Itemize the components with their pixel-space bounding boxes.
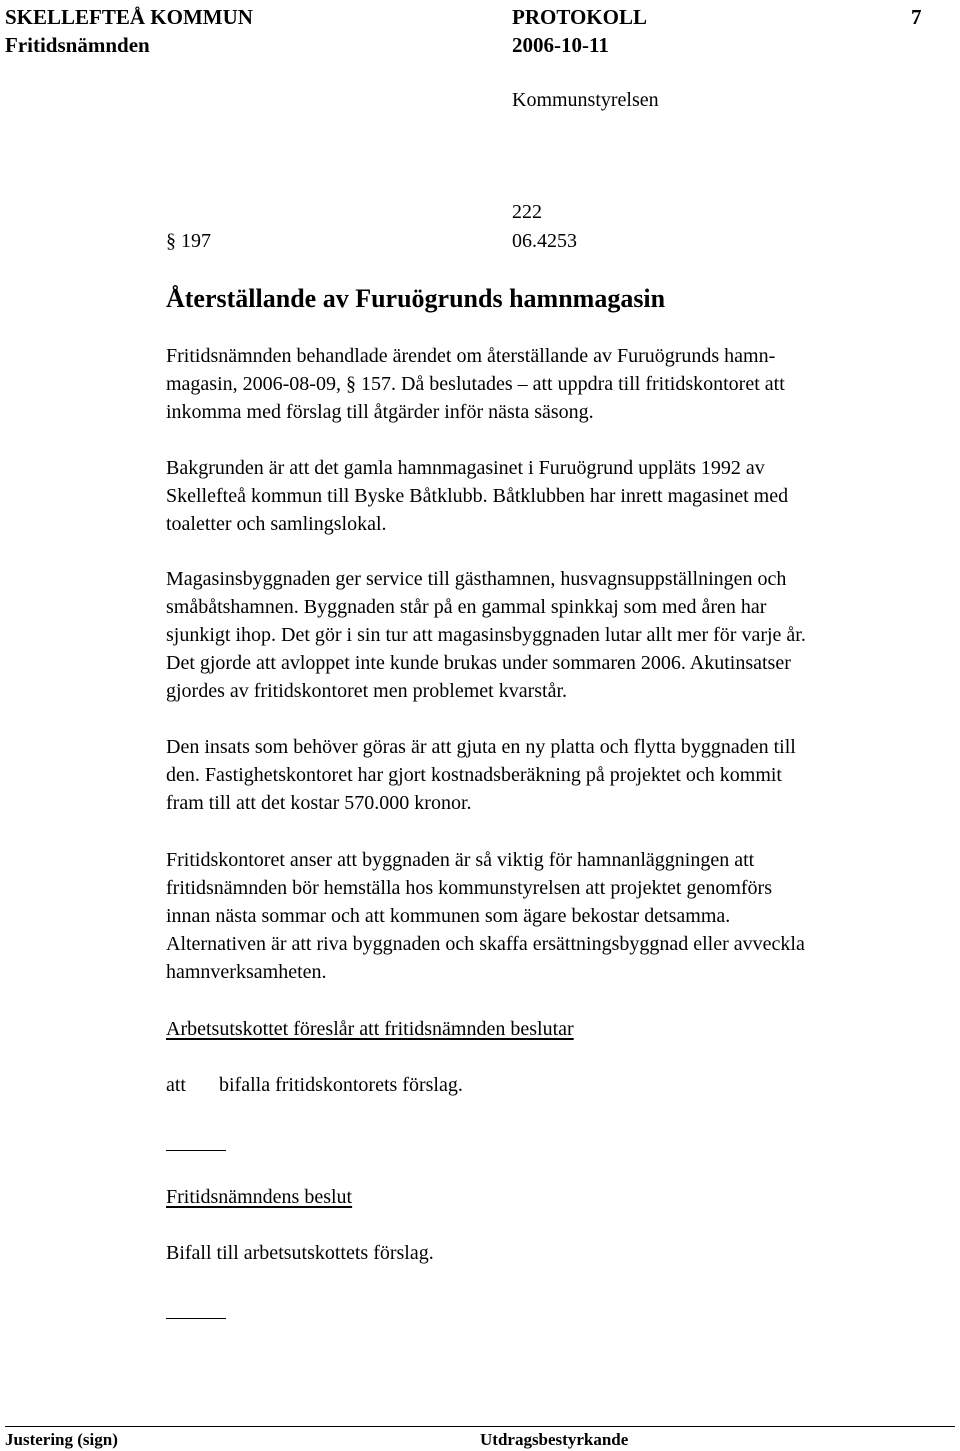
decision-heading: Fritidsnämndens beslut bbox=[166, 1186, 353, 1208]
footer-utdrag: Utdragsbestyrkande bbox=[480, 1430, 629, 1449]
proposal-text: bifalla fritidskontorets förslag. bbox=[219, 1074, 463, 1096]
paragraph-line: den. Fastighetskontoret har gjort kostnadsberäkning på projektet och kommit bbox=[166, 764, 782, 786]
org-name: SKELLEFTEÅ KOMMUN bbox=[5, 5, 253, 29]
section-number: § 197 bbox=[166, 230, 211, 252]
paragraph-line: fram till att det kostar 570.000 kronor. bbox=[166, 792, 472, 814]
paragraph-line: Fritidskontoret anser att byggnaden är så viktig för hamnanläggningen att bbox=[166, 849, 755, 871]
paragraph-4 bbox=[166, 733, 941, 817]
paragraph-line: Skellefteå kommun till Byske Båtklubb. Båtklubben har inrett magasinet med bbox=[166, 485, 789, 507]
proposal-att: att bbox=[166, 1074, 186, 1096]
meeting-date: 2006-10-11 bbox=[512, 33, 609, 57]
paragraph-3 bbox=[166, 565, 941, 705]
paragraph-line: Magasinsbyggnaden ger service till gästhamnen, husvagnsuppställningen och bbox=[166, 568, 787, 590]
page-title: Återställande av Furuögrunds hamnmagasin bbox=[166, 284, 666, 313]
diary-number: 222 bbox=[512, 201, 542, 223]
paragraph-line: Det gjorde att avloppet inte kunde brukas under sommaren 2006. Akutinsatser bbox=[166, 652, 791, 674]
paragraph-line: toaletter och samlingslokal. bbox=[166, 513, 387, 535]
paragraph-line: innan nästa sommar och att kommunen som ägare bekostar detsamma. bbox=[166, 905, 731, 927]
paragraph-line: Alternativen är att riva byggnaden och skaffa ersättningsbyggnad eller avveckla bbox=[166, 933, 805, 955]
divider bbox=[166, 1150, 226, 1151]
decision-text: Bifall till arbetsutskottets förslag. bbox=[166, 1242, 434, 1264]
page-number: 7 bbox=[911, 5, 922, 29]
paragraph-line: Bakgrunden är att det gamla hamnmagasinet i Furuögrund uppläts 1992 av bbox=[166, 457, 765, 479]
paragraph-2 bbox=[166, 454, 941, 538]
paragraph-line: gjordes av fritidskontoret men problemet kvarstår. bbox=[166, 680, 568, 702]
paragraph-line: småbåtshamnen. Byggnaden står på en gammal spinkkaj som med åren har bbox=[166, 596, 767, 618]
board-name: Fritidsnämnden bbox=[5, 33, 150, 57]
paragraph-line: magasin, 2006-08-09, § 157. Då beslutades – att uppdra till fritidskontoret att bbox=[166, 373, 785, 395]
paragraph-line: sjunkigt ihop. Det gör i sin tur att magasinsbyggnaden lutar allt mer för varje år. bbox=[166, 624, 806, 646]
case-number: 06.4253 bbox=[512, 230, 577, 252]
paragraph-line: Fritidsnämnden behandlade ärendet om återställande av Furuögrunds hamn- bbox=[166, 345, 776, 367]
proposal-heading: Arbetsutskottet föreslår att fritidsnämnden beslutar bbox=[166, 1018, 574, 1040]
paragraph-line: Den insats som behöver göras är att gjuta en ny platta och flytta byggnaden till bbox=[166, 736, 796, 758]
paragraph-line: inkomma med förslag till åtgärder inför nästa säsong. bbox=[166, 401, 594, 423]
document-type: PROTOKOLL bbox=[512, 5, 647, 29]
divider bbox=[166, 1318, 226, 1319]
paragraph-line: hamnverksamheten. bbox=[166, 961, 327, 983]
paragraph-line: fritidsnämnden bör hemställa hos kommunstyrelsen att projektet genomförs bbox=[166, 877, 772, 899]
footer-justering: Justering (sign) bbox=[5, 1430, 118, 1449]
footer-divider bbox=[5, 1426, 955, 1427]
paragraph-1 bbox=[166, 342, 941, 426]
recipient: Kommunstyrelsen bbox=[512, 89, 659, 111]
paragraph-5 bbox=[166, 846, 941, 986]
